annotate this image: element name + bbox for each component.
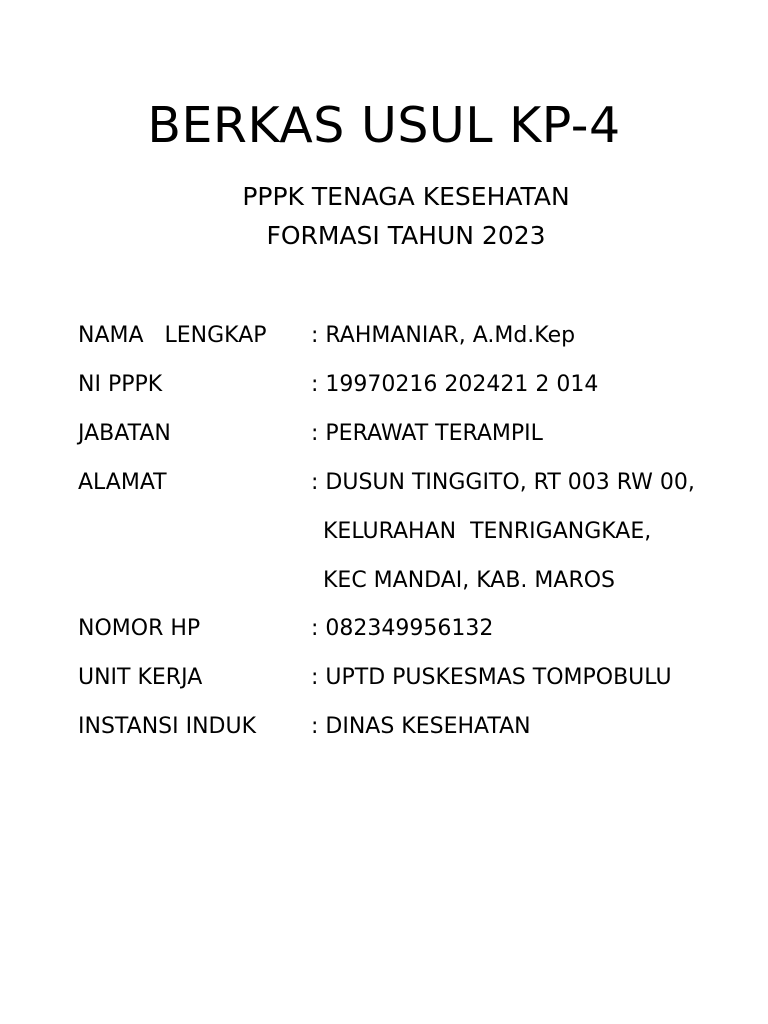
field-value: : UPTD PUSKESMAS TOMPOBULU xyxy=(311,665,672,690)
field-value: : 19970216 202421 2 014 xyxy=(311,372,599,397)
field-row-instansi-induk xyxy=(0,711,768,743)
field-label: NI PPPK xyxy=(78,372,163,397)
field-label: UNIT KERJA xyxy=(78,665,203,690)
field-label: INSTANSI INDUK xyxy=(78,714,257,739)
field-label: NAMA LENGKAP xyxy=(78,323,267,348)
field-value: : DINAS KESEHATAN xyxy=(311,714,531,739)
field-label: NOMOR HP xyxy=(78,616,201,641)
field-value: KEC MANDAI, KAB. MAROS xyxy=(323,568,616,593)
field-label: JABATAN xyxy=(78,421,171,446)
field-row-jabatan xyxy=(0,418,768,450)
field-value: : 082349956132 xyxy=(311,616,494,641)
field-row-alamat-cont-1 xyxy=(0,516,768,548)
field-value: : RAHMANIAR, A.Md.Kep xyxy=(311,323,576,348)
field-row-unit-kerja xyxy=(0,662,768,694)
field-row-nomor-hp xyxy=(0,613,768,645)
field-label: ALAMAT xyxy=(78,470,167,495)
field-value: : PERAWAT TERAMPIL xyxy=(311,421,543,446)
field-value: KELURAHAN TENRIGANGKAE, xyxy=(323,519,652,544)
field-row-nama-lengkap xyxy=(0,320,768,352)
field-row-alamat xyxy=(0,467,768,499)
document-subtitle-line1: PPPK TENAGA KESEHATAN xyxy=(242,182,570,211)
document-title: BERKAS USUL KP-4 xyxy=(147,97,621,154)
field-value: : DUSUN TINGGITO, RT 003 RW 00, xyxy=(311,470,695,495)
field-row-alamat-cont-2 xyxy=(0,565,768,597)
document-subtitle-line2: FORMASI TAHUN 2023 xyxy=(266,221,546,250)
field-row-ni-pppk xyxy=(0,369,768,401)
